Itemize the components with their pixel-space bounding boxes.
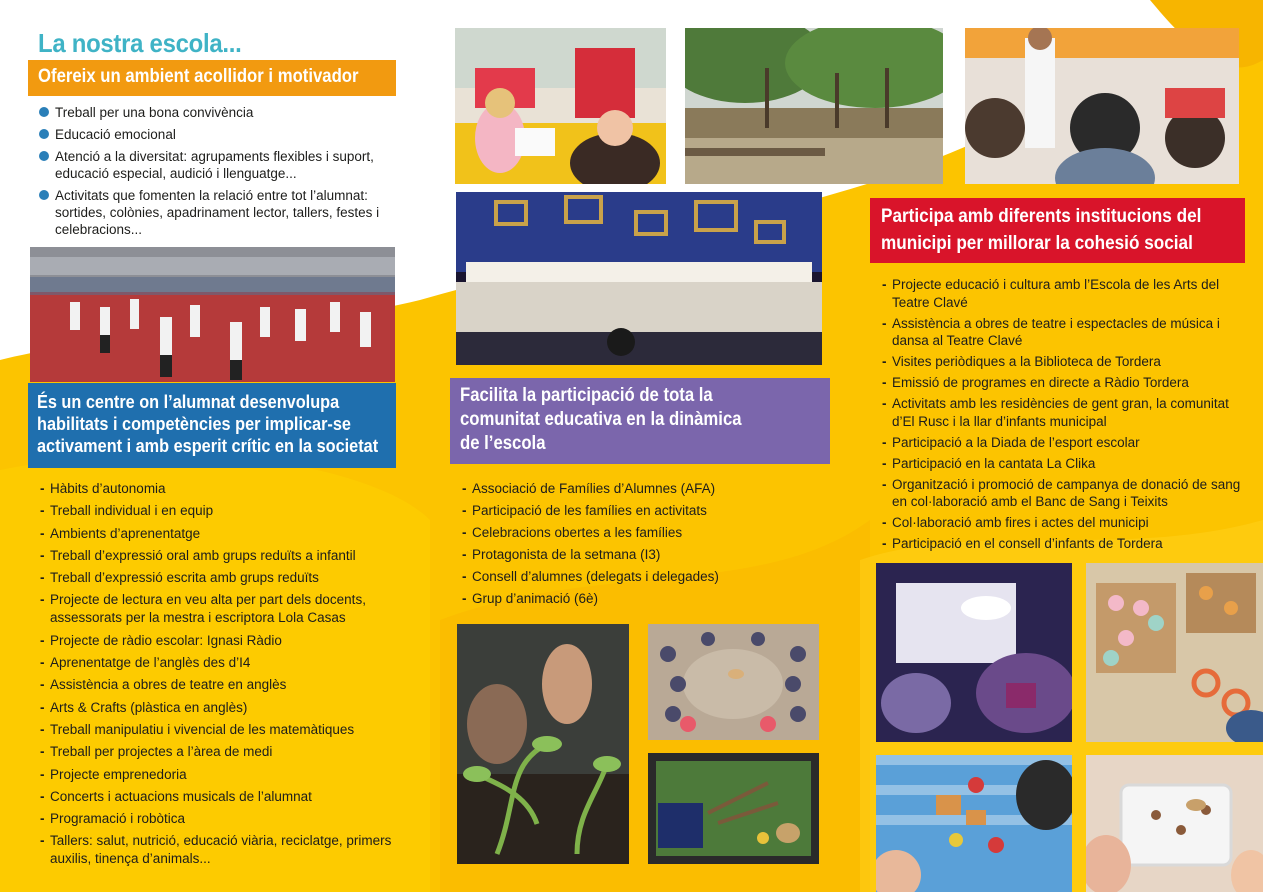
list-item: - Participació de les famílies en activitats <box>462 503 707 519</box>
list-item: - Assistència a obres de teatre i espectacles de música i dansa al Teatre Clavé <box>882 315 1220 348</box>
bullet-dot-icon <box>39 151 49 161</box>
bullet-item: Atenció a la diversitat: agrupaments flexibles i suport, educació especial, audició i llenguatge... <box>39 148 399 182</box>
list-item: - Treball individual i en equip <box>40 503 214 519</box>
list-item: - Col·laboració amb fires i actes del municipi <box>882 515 1149 530</box>
list-item: - Participació a la Diada de l’esport escolar <box>882 434 1140 450</box>
list-item: - Participació en el consell d’infants de Tordera <box>882 536 1163 551</box>
photo-nature-tray <box>648 753 819 864</box>
list-item: - Arts & Crafts (plàstica en anglès) <box>40 699 248 715</box>
list-item: - Tallers: salut, nutrició, educació viària, reciclatge, primers auxilis, tinença d’animals... <box>40 833 392 867</box>
photo-health-workshop <box>965 28 1239 184</box>
list-item: - Treball d’expressió oral amb grups reduïts a infantil <box>40 547 356 563</box>
photo-nutrition-table <box>876 755 1072 892</box>
list-item: - Visites periòdiques a la Biblioteca de Tordera <box>882 354 1161 369</box>
list-item: - Treball per projectes a l’àrea de medi <box>40 744 273 760</box>
photo-sports-hall-dance <box>30 247 395 382</box>
bullet-item: Activitats que fomenten la relació entre tot l’alumnat: sortides, colònies, apadrinament lector, tallers, festes i celebracions... <box>39 187 399 238</box>
list-item: - Activitats amb les residències de gent gran, la comunitat d’El Rusc i la llar d’infants municipal <box>882 396 1229 429</box>
list-item: - Hàbits d’autonomia <box>40 481 166 496</box>
list-item: - Associació de Famílies d’Alumnes (AFA) <box>462 481 716 496</box>
photo-planting-seedlings <box>457 624 629 864</box>
list-item: - Ambients d’aprenentatge <box>40 525 201 541</box>
page-title: La nostra escola... <box>38 28 242 58</box>
list-item: - Celebracions obertes a les famílies <box>462 525 683 541</box>
ambient-bullet-list <box>39 104 399 243</box>
photo-loose-parts-play <box>1086 563 1263 742</box>
photo-assembly-circle <box>648 624 819 740</box>
list-item: - Programació i robòtica <box>40 811 186 827</box>
list-item: - Protagonista de la setmana (I3) <box>462 547 661 563</box>
photo-flashlight-reading <box>876 563 1072 742</box>
bullet-item: Treball per una bona convivència <box>39 104 399 121</box>
list-item: - Treball d’expressió escrita amb grups reduïts <box>40 570 319 586</box>
bullet-item: Educació emocional <box>39 126 399 143</box>
list-item: - Assistència a obres de teatre en anglès <box>40 677 287 693</box>
list-item: - Aprenentatge de l’anglès des d’I4 <box>40 655 251 671</box>
photo-school-garden <box>685 28 943 184</box>
list-item: - Projecte educació i cultura amb l’Escola de les Arts del Teatre Clavé <box>882 277 1220 310</box>
bullet-dot-icon <box>39 190 49 200</box>
list-item: - Treball manipulatiu i vivencial de les matemàtiques <box>40 721 355 737</box>
photo-stage-performance <box>456 192 822 365</box>
bullet-dot-icon <box>39 129 49 139</box>
bullet-dot-icon <box>39 107 49 117</box>
list-item: - Participació en la cantata La Clika <box>882 455 1096 471</box>
banner-institucions-municipi: Participa amb diferents institucions del municipi per millorar la cohesió social <box>870 198 1245 263</box>
list-item: - Concerts i actuacions musicals de l’alumnat <box>40 788 312 804</box>
community-list <box>462 480 842 613</box>
list-item: - Projecte emprenedoria <box>40 766 187 782</box>
list-item: - Projecte de lectura en veu alta per part dels docents, assessorats per la mestra i escriptora Lola Casas <box>40 592 366 626</box>
photo-sensory-tray <box>1086 755 1263 892</box>
institutions-list <box>882 276 1247 556</box>
list-item: - Grup d’animació (6è) <box>462 591 599 607</box>
banner-participacio-comunitat: Facilita la participació de tota la comunitat educativa en la dinàmica de l’escola <box>450 378 830 464</box>
competencies-list <box>40 480 415 873</box>
list-item: - Organització i promoció de campanya de donació de sang en col·laboració amb el Banc de Sang i Teixits <box>882 476 1241 509</box>
photo-library-reading <box>455 28 666 184</box>
banner-centre-alumnat: És un centre on l’alumnat desenvolupa habilitats i competències per implicar-se activament i amb esperit crític en la societat <box>28 383 396 468</box>
banner-ambient-acollidor: Ofereix un ambient acollidor i motivador <box>28 60 396 96</box>
list-item: - Projecte de ràdio escolar: Ignasi Ràdio <box>40 632 282 648</box>
list-item: - Emissió de programes en directe a Ràdio Tordera <box>882 375 1189 390</box>
list-item: - Consell d’alumnes (delegats i delegades) <box>462 569 719 585</box>
